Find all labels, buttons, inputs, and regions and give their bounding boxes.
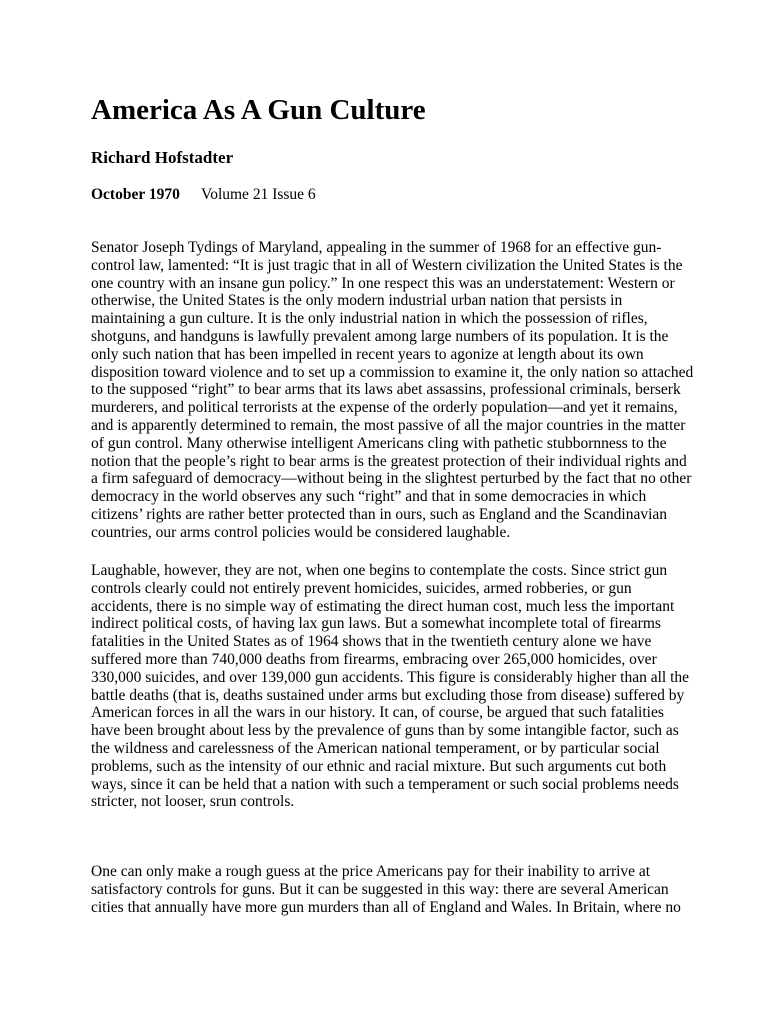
paragraph-2 [91, 562, 689, 811]
article-title: America As A Gun Culture [91, 94, 426, 126]
paragraph-line: have been brought about less by the prevalence of guns than by some intangible factor, such as [91, 722, 679, 740]
paragraph-line: murderers, and political terrorists at the expense of the orderly population—and yet it remains, [91, 399, 678, 417]
paragraph-line: indirect political costs, of having lax gun laws. But a somewhat incomplete total of firearms [91, 615, 661, 633]
paragraph-line: shotguns, and handguns is lawfully prevalent among large numbers of its population. It is the [91, 327, 669, 345]
issue-line [91, 185, 316, 205]
paragraph-line: one country with an insane gun policy.” In one respect this was an understatement: Western or [91, 274, 675, 292]
paragraph-line: problems, such as the intensity of our ethnic and racial mixture. But such arguments cut both [91, 757, 667, 775]
paragraph-line: satisfactory controls for guns. But it can be suggested in this way: there are several American [91, 880, 669, 898]
paragraph-line: suffered more than 740,000 deaths from firearms, embracing over 265,000 homicides, over [91, 650, 657, 668]
paragraph-line: the wildness and carelessness of the American national temperament, or by particular social [91, 739, 660, 757]
paragraph-line: notion that the people’s right to bear arms is the greatest protection of their individual rights and [91, 452, 687, 470]
paragraph-line: countries, our arms control policies would be considered laughable. [91, 523, 511, 541]
paragraph-line: control law, lamented: “It is just tragic that in all of Western civilization the United States is the [91, 256, 683, 274]
paragraph-1 [91, 239, 693, 542]
paragraph-line: citizens’ rights are rather better protected than in ours, such as England and the Scandinavian [91, 505, 668, 523]
paragraph-line: controls clearly could not entirely prevent homicides, suicides, armed robberies, or gun [91, 579, 632, 597]
paragraph-line: democracy in the world observes any such “right” and that in some democracies in which [91, 488, 647, 506]
paragraph-line: 330,000 suicides, and over 139,000 gun accidents. This figure is considerably higher than all the [91, 668, 690, 686]
paragraph-line: battle deaths (that is, deaths sustained under arms but excluding those from disease) suffered by [91, 686, 685, 704]
paragraph-line: stricter, not looser, srun controls. [91, 793, 295, 811]
paragraph-line: Laughable, however, they are not, when one begins to contemplate the costs. Since strict gun [91, 562, 668, 579]
paragraph-line: fatalities in the United States as of 1964 shows that in the twentieth century alone we have [91, 633, 652, 651]
paragraph-line: One can only make a rough guess at the price Americans pay for their inability to arrive at [91, 863, 651, 880]
paragraph-line: cities that annually have more gun murders than all of England and Wales. In Britain, where no [91, 898, 681, 916]
paragraph-line: ways, since it can be held that a nation with such a temperament or such social problems needs [91, 775, 679, 793]
paragraph-line: Senator Joseph Tydings of Maryland, appealing in the summer of 1968 for an effective gun- [91, 239, 662, 256]
paragraph-line: maintaining a gun culture. It is the only industrial nation in which the possession of rifles, [91, 310, 648, 328]
issue-date: October 1970 [91, 186, 180, 203]
paragraph-line: a firm safeguard of democracy—without being in the slightest perturbed by the fact that no other [91, 470, 692, 488]
paragraph-line: only such nation that has been impelled in recent years to agonize at length about its own [91, 345, 644, 363]
paragraph-line: of gun control. Many otherwise intelligent Americans cling with pathetic stubbornness to the [91, 434, 667, 452]
paragraph-line: accidents, there is no simple way of estimating the direct human cost, much less the important [91, 597, 675, 615]
issue-volume: Volume 21 Issue 6 [201, 186, 316, 203]
paragraph-line: to the supposed “right” to bear arms that its laws abet assassins, professional criminals, berserk [91, 381, 681, 399]
paragraph-line: disposition toward violence and to set up a commission to examine it, the only nation so attached [91, 363, 694, 381]
paragraph-line: American forces in all the wars in our history. It can, of course, be argued that such fatalities [91, 704, 664, 722]
paragraph-line: otherwise, the United States is the only modern industrial urban nation that persists in [91, 292, 623, 310]
article-author: Richard Hofstadter [91, 148, 234, 167]
paragraph-3 [91, 863, 681, 916]
paragraph-line: and is apparently determined to remain, the most passive of all the major countries in the matter [91, 416, 686, 434]
